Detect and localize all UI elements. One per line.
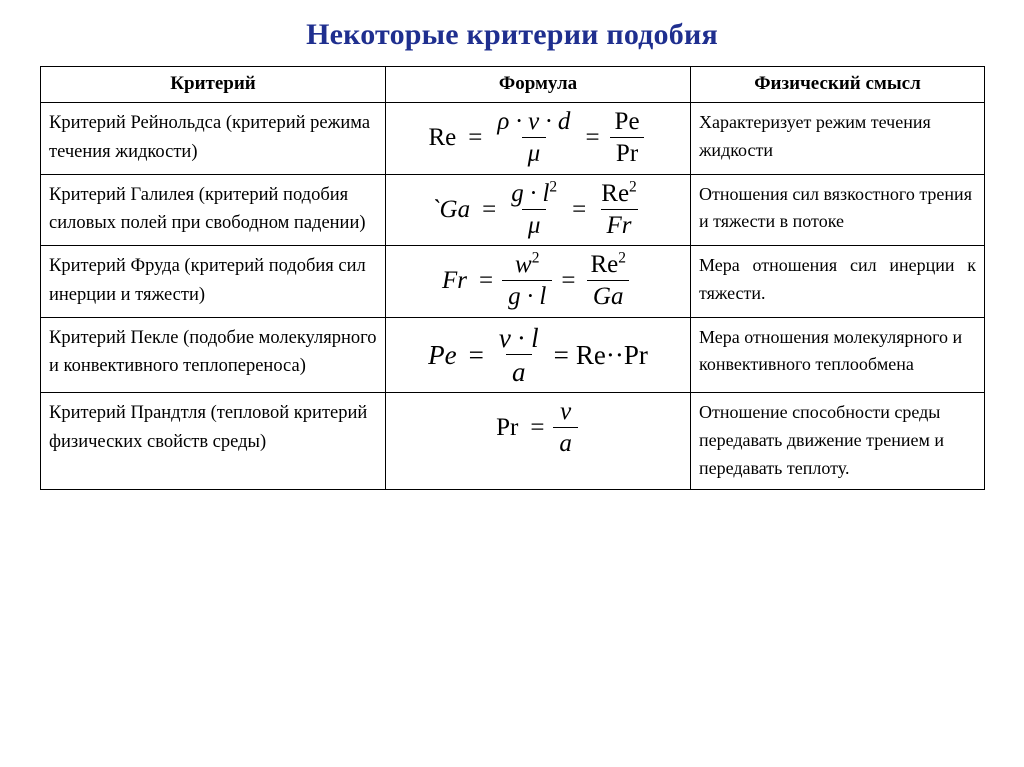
criteria-table-container bbox=[40, 66, 984, 490]
criterion-name: Критерий Рейнольдса (критерий режима течения жидкости) bbox=[41, 103, 386, 175]
criterion-name: Критерий Прандтля (тепловой критерий физических свойств среды) bbox=[41, 393, 386, 490]
formula-lhs: `Ga bbox=[431, 195, 471, 223]
fraction-denominator: Ga bbox=[587, 280, 630, 310]
criterion-meaning: Мера отношения сил инерции к тяжести. bbox=[691, 246, 985, 318]
criterion-name: Критерий Пекле (подобие молекулярного и конвективного теплопереноса) bbox=[41, 317, 386, 393]
formula-lhs: Re bbox=[428, 124, 457, 152]
table-header-row bbox=[41, 67, 985, 103]
criterion-formula bbox=[386, 393, 691, 490]
formula-lhs: Pe bbox=[428, 339, 457, 370]
criterion-meaning: Характеризует режим течения жидкости bbox=[691, 103, 985, 175]
fraction-denominator: Pr bbox=[610, 137, 644, 167]
equals-sign-2: = bbox=[572, 195, 587, 223]
equals-sign-2: = bbox=[553, 339, 569, 370]
fraction-2 bbox=[609, 109, 646, 168]
formula-lhs: Pr bbox=[496, 414, 519, 442]
fraction-1 bbox=[491, 109, 576, 168]
table-header bbox=[41, 67, 985, 103]
formula-prandtl bbox=[496, 399, 580, 458]
equals-sign-2: = bbox=[585, 124, 600, 152]
fraction-2 bbox=[595, 178, 643, 240]
fraction-1 bbox=[505, 178, 563, 240]
criterion-name: Критерий Фруда (критерий подобия сил инерции и тяжести) bbox=[41, 246, 386, 318]
fraction-numerator: ρ · v · d bbox=[497, 108, 571, 135]
table-body bbox=[41, 103, 985, 490]
formula-rhs: Re··Pr bbox=[575, 339, 648, 370]
equals-sign: = bbox=[482, 195, 497, 223]
equals-sign: = bbox=[468, 339, 484, 370]
column-header-formula: Формула bbox=[386, 67, 691, 103]
table-row bbox=[41, 174, 985, 246]
formula-reynolds bbox=[428, 109, 647, 168]
fraction-denominator: μ bbox=[522, 209, 547, 239]
fraction-numerator: $g \cdot l^2$ bbox=[511, 178, 558, 207]
fraction-numerator: $w^2$ bbox=[515, 249, 540, 278]
formula-lhs: Fr bbox=[442, 267, 468, 295]
fraction-denominator: a bbox=[506, 354, 532, 386]
criterion-formula bbox=[386, 103, 691, 175]
table-row bbox=[41, 317, 985, 393]
fraction-numerator: Re$^2$ bbox=[590, 249, 626, 278]
fraction-denominator: g · l bbox=[502, 280, 552, 310]
equals-sign: = bbox=[479, 267, 494, 295]
fraction-numerator: v · l bbox=[498, 322, 539, 353]
equals-sign: = bbox=[468, 124, 483, 152]
fraction-numerator: Pe bbox=[614, 108, 640, 135]
table-row bbox=[41, 393, 985, 490]
criterion-formula bbox=[386, 317, 691, 393]
criterion-formula bbox=[386, 174, 691, 246]
fraction-2 bbox=[584, 249, 632, 311]
fraction-denominator: μ bbox=[522, 137, 547, 167]
fraction-1 bbox=[502, 249, 552, 311]
fraction-numerator: Re$^2$ bbox=[601, 178, 637, 207]
formula-peclet bbox=[428, 324, 648, 387]
page-title: Некоторые критерии подобия bbox=[306, 18, 718, 51]
formula-froude bbox=[442, 249, 634, 311]
equals-sign: = bbox=[530, 414, 545, 442]
equals-sign-2: = bbox=[561, 267, 576, 295]
fraction-denominator: a bbox=[553, 427, 578, 457]
fraction-numerator: v bbox=[560, 398, 572, 426]
column-header-criterion: Критерий bbox=[41, 67, 386, 103]
criterion-meaning: Мера отношения молекулярного и конвективного теплообмена bbox=[691, 317, 985, 393]
formula-galilei bbox=[431, 178, 645, 240]
criterion-meaning: Отношение способности среды передавать движение трением и передавать теплоту. bbox=[691, 393, 985, 490]
criterion-name: Критерий Галилея (критерий подобия силовых полей при свободном падении) bbox=[41, 174, 386, 246]
fraction-denominator: Fr bbox=[601, 209, 638, 239]
column-header-meaning: Физический смысл bbox=[691, 67, 985, 103]
fraction-1 bbox=[553, 399, 578, 458]
criterion-meaning: Отношения сил вязкостного трения и тяжести в потоке bbox=[691, 174, 985, 246]
fraction-1 bbox=[493, 324, 545, 387]
criteria-table bbox=[40, 66, 985, 490]
table-row bbox=[41, 103, 985, 175]
table-row bbox=[41, 246, 985, 318]
criterion-formula bbox=[386, 246, 691, 318]
